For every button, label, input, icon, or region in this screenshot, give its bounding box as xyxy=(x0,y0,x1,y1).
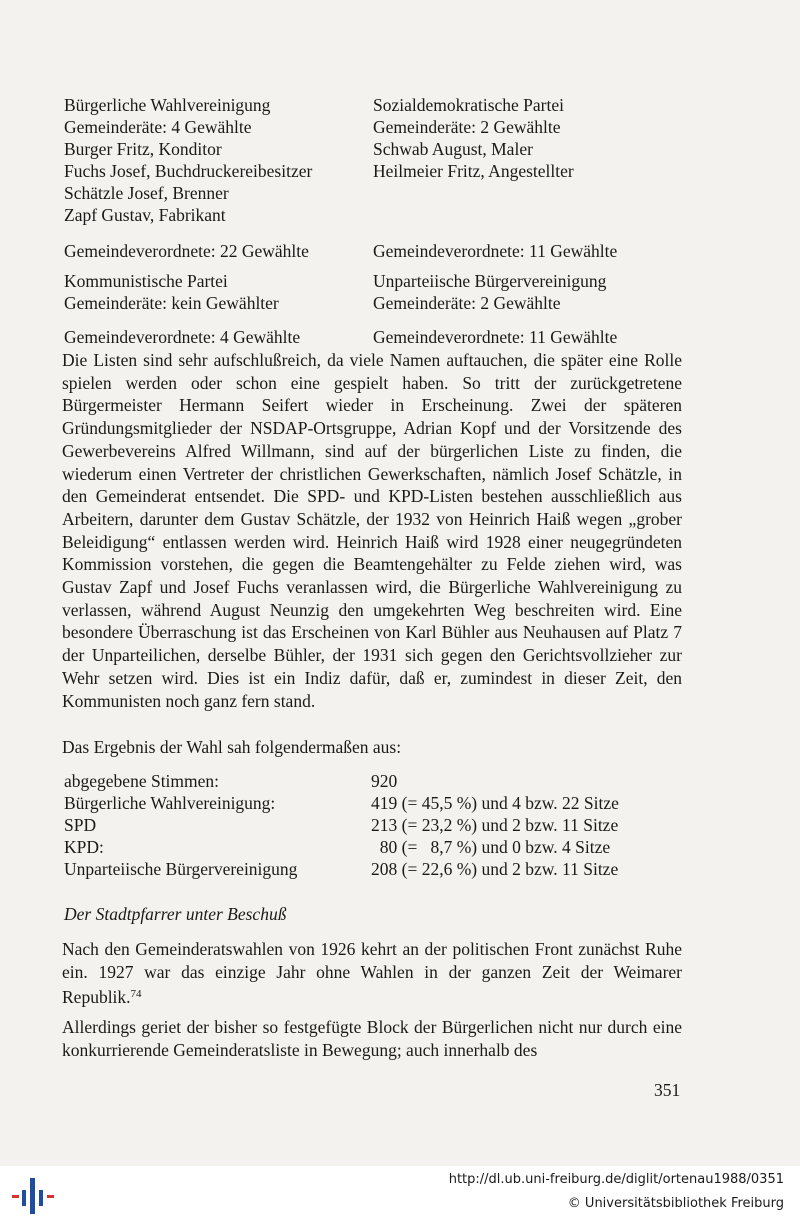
body-paragraph: Die Listen sind sehr aufschlußreich, da viele Namen auftauchen, die später eine Rolle spielen werden oder schon eine gespielt haben. So tritt der zurückgetretene Bürgermeister Hermann Seifert wieder in Erscheinung. Zwei der späteren Gründungsmitglieder der NSDAP-Ortsgruppe, Adrian Kopf und der Vorsitzende des Gewerbevereins Alfred Willmann, sind auf der bürgerlichen Liste zu finden, die wiederum einen Vertreter der christlichen Gewerkschaften, nämlich Josef Schätzle, in den Gemeinderat entsendet. Die SPD- und KPD-Listen bestehen ausschließlich aus Arbeitern, darunter dem Gustav Schätzle, der 1932 von Heinrich Haiß wegen „grober Beleidigung“ entlassen werden wird. Heinrich Haiß wird 1928 einer neugegründeten Kommission vorstehen, die gegen die Beamtengehälter zu Felde ziehen wird, was Gustav Zapf und Josef Fuchs veranlassen wird, die Bürgerliche Wahlvereinigung zu verlassen, während August Neunzig den umgekehrten Weg beschreiten wird. Eine besondere Überraschung ist das Erscheinen von Karl Bühler aus Neuhausen auf Platz 7 der Unparteilichen, derselbe Bühler, der 1931 sich gegen den Gerichtsvollzieher zur Wehr setzen wird. Dies ist ein Indiz dafür, daß er, zumindest in dieser Zeit, den Kommunisten noch ganz fern stand. xyxy=(62,350,682,711)
source-url-link[interactable]: http://dl.ub.uni-freiburg.de/diglit/ortenau1988/0351 xyxy=(448,1172,784,1187)
list-line: Unparteiische Bürgervereinigung xyxy=(373,271,607,291)
list-line: Heilmeier Fritz, Angestellter xyxy=(373,161,574,181)
results-label: abgegebene Stimmen: xyxy=(64,771,220,791)
page-number: 351 xyxy=(654,1080,681,1100)
ub-freiburg-logo-icon xyxy=(10,1174,58,1218)
results-value: 80 (= 8,7 %) und 0 bzw. 4 Sitze xyxy=(371,837,611,857)
list-line: Burger Fritz, Konditor xyxy=(64,139,222,159)
list-line: Bürgerliche Wahlvereinigung xyxy=(64,95,271,115)
verordnete-unparteiische: Gemeindeverordnete: 11 Gewählte xyxy=(373,327,618,347)
results-label: Unparteiische Bürgervereinigung xyxy=(64,859,298,879)
section-heading: Der Stadtpfarrer unter Beschuß xyxy=(64,904,287,924)
list-line: Fuchs Josef, Buchdruckereibesitzer xyxy=(64,161,313,181)
footnote-reference[interactable]: 74 xyxy=(130,988,142,1001)
footer-bar xyxy=(0,1166,800,1224)
body-paragraph: Allerdings geriet der bisher so festgefügte Block der Bürgerlichen nicht nur durch eine konkurrierende Gemeinderatsliste in Bewegung; auch innerhalb des xyxy=(62,1017,682,1060)
list-sozialdemokratische xyxy=(373,94,574,182)
body-paragraph xyxy=(62,938,682,1009)
results-label: Bürgerliche Wahlvereinigung: xyxy=(64,793,276,813)
list-line: Gemeinderäte: 4 Gewählte xyxy=(64,117,252,137)
paragraph-text: Nach den Gemeinderatswahlen von 1926 kehrt an der politischen Front zunächst Ruhe ein. 1927 war das einzige Jahr ohne Wahlen in der ganzen Zeit der Weimarer Republik. xyxy=(62,939,682,1008)
results-value: 208 (= 22,6 %) und 2 bzw. 11 Sitze xyxy=(371,859,619,879)
results-value: 213 (= 23,2 %) und 2 bzw. 11 Sitze xyxy=(371,815,619,835)
list-line: Gemeinderäte: 2 Gewählte xyxy=(373,117,561,137)
list-line: Kommunistische Partei xyxy=(64,271,228,291)
list-line: Gemeinderäte: kein Gewählter xyxy=(64,293,279,313)
verordnete-kpd: Gemeindeverordnete: 4 Gewählte xyxy=(64,327,301,347)
logo-graphic xyxy=(10,1174,58,1218)
results-label: KPD: xyxy=(64,837,104,857)
verordnete-spd: Gemeindeverordnete: 11 Gewählte xyxy=(373,241,618,261)
verordnete-buergerliche: Gemeindeverordnete: 22 Gewählte xyxy=(64,241,309,261)
list-line: Schwab August, Maler xyxy=(373,139,533,159)
results-value: 920 xyxy=(371,771,398,791)
results-label: SPD xyxy=(64,815,97,835)
list-kommunistische xyxy=(64,270,279,314)
body-paragraph: Das Ergebnis der Wahl sah folgendermaßen aus: xyxy=(62,737,402,757)
list-line: Schätzle Josef, Brenner xyxy=(64,183,229,203)
list-line: Sozialdemokratische Partei xyxy=(373,95,564,115)
copyright-notice: © Universitätsbibliothek Freiburg xyxy=(567,1196,784,1211)
results-value: 419 (= 45,5 %) und 4 bzw. 22 Sitze xyxy=(371,793,619,813)
list-line: Zapf Gustav, Fabrikant xyxy=(64,205,226,225)
list-buergerliche xyxy=(64,94,312,226)
list-line: Gemeinderäte: 2 Gewählte xyxy=(373,293,561,313)
list-unparteiische xyxy=(373,270,606,314)
